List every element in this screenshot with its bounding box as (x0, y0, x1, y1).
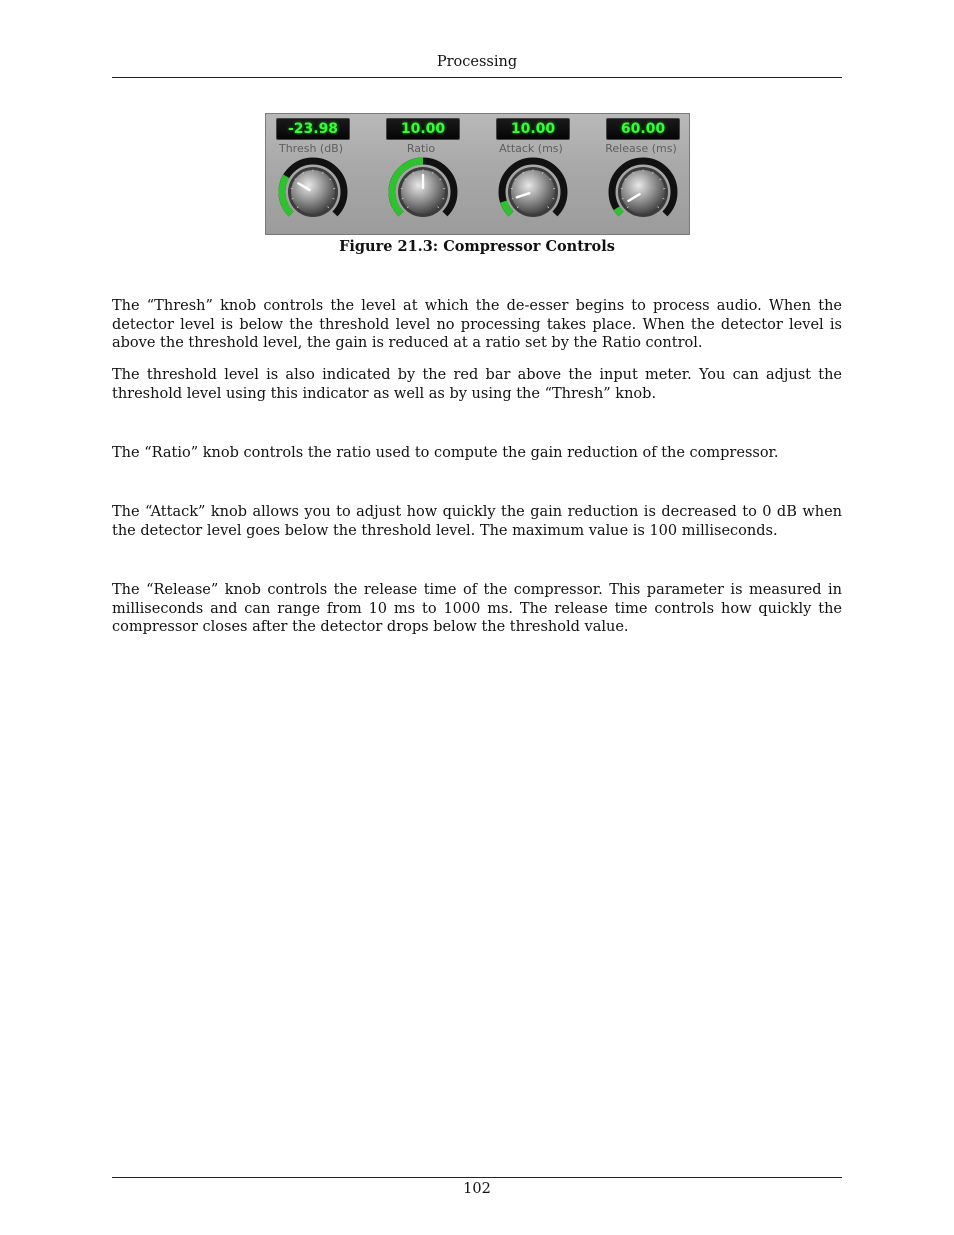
release-value-display: 60.00 (606, 118, 680, 140)
footer-rule (112, 1177, 842, 1178)
thresh-control[interactable] (266, 114, 356, 234)
knob-level-arc (504, 202, 512, 214)
figure-caption: Figure 21.3: Compressor Controls (339, 238, 615, 255)
release-knob[interactable] (605, 156, 681, 232)
release-control[interactable] (596, 114, 686, 234)
running-header: Processing (436, 54, 518, 70)
compressor-controls-figure (265, 113, 690, 235)
attack-label: Attack (ms) (499, 142, 563, 155)
ratio-control[interactable] (376, 114, 466, 234)
ratio-knob[interactable] (385, 156, 461, 232)
thresh-paragraph-1: The “Thresh” knob controls the level at which the de-esser begins to process audio. When the detector level is below the threshold level no processing takes place. When the detector level is above the threshold level, the gain is reduced at a ratio set by the Ratio control. (112, 298, 842, 351)
attack-knob[interactable] (495, 156, 571, 232)
header-rule (112, 77, 842, 78)
attack-value-display: 10.00 (496, 118, 570, 140)
page-number: 102 (463, 1181, 491, 1197)
thresh-paragraph-2: The threshold level is also indicated by the red bar above the input meter. You can adjust the threshold level using this indicator as well as by using the “Thresh” knob. (112, 367, 842, 402)
release-paragraph: The “Release” knob controls the release time of the compressor. This parameter is measured in milliseconds and can range from 10 ms to 1000 ms. The release time controls how quickly the compressor closes after the detector drops below the threshold value. (112, 582, 842, 635)
thresh-value-display: -23.98 (276, 118, 350, 140)
release-label: Release (ms) (605, 142, 677, 155)
thresh-label: Thresh (dB) (278, 142, 344, 155)
ratio-value-display: 10.00 (386, 118, 460, 140)
ratio-paragraph: The “Ratio” knob controls the ratio used to compute the gain reduction of the compressor. (112, 445, 779, 461)
attack-paragraph: The “Attack” knob allows you to adjust how quickly the gain reduction is decreased to 0 dB when the detector level goes below the threshold level. The maximum value is 100 milliseconds. (112, 504, 842, 539)
knob-level-arc (617, 208, 622, 214)
thresh-knob[interactable] (275, 156, 351, 232)
attack-control[interactable] (486, 114, 576, 234)
ratio-label: Ratio (406, 142, 436, 155)
